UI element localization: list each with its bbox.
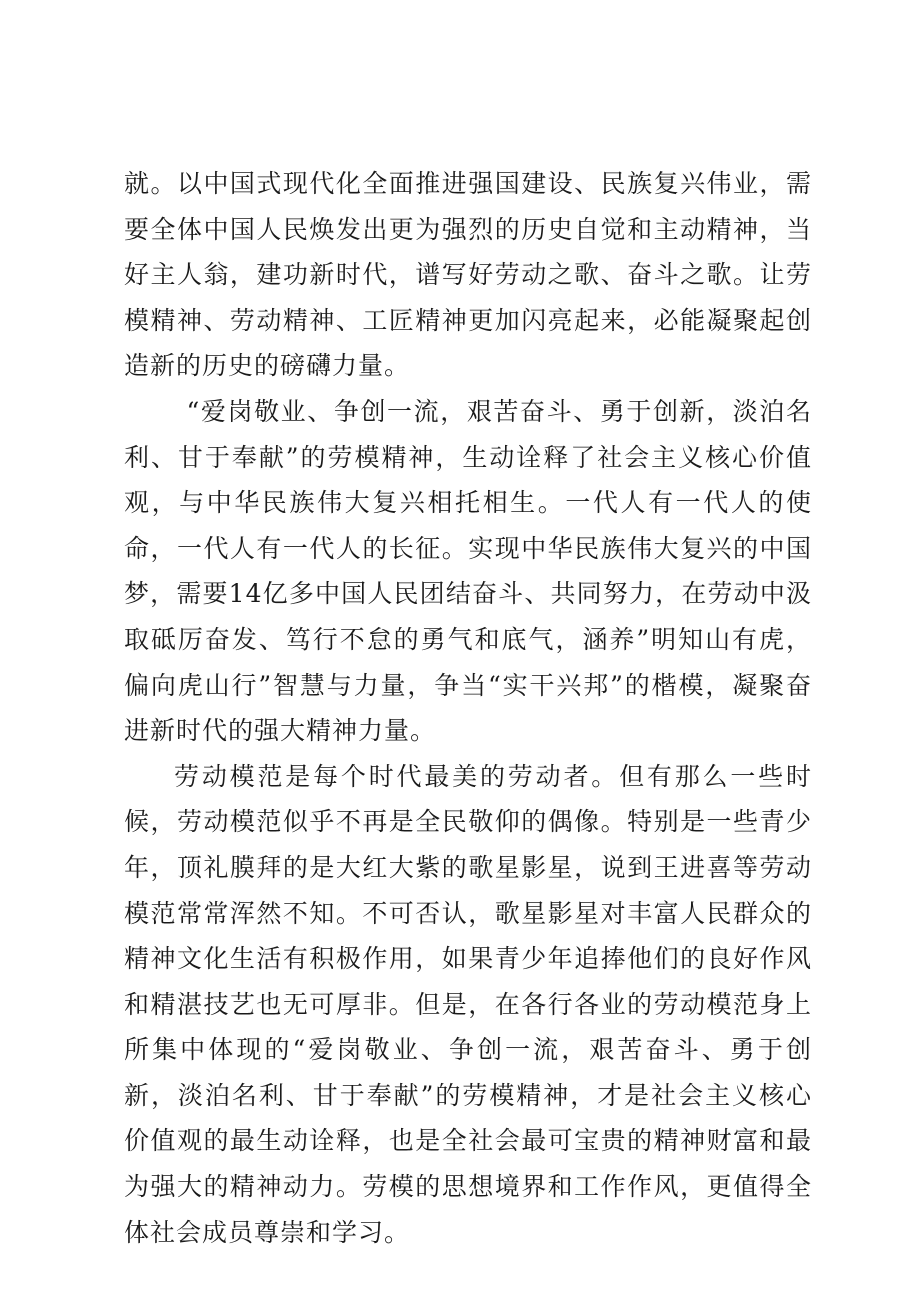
paragraph-1: 就。以中国式现代化全面推进强国建设、民族复兴伟业，需要全体中国人民焕发出更为强烈的历史自觉和主动精神，当好主人翁，建功新时代，谱写好劳动之歌、奋斗之歌。让劳模精神、劳动精神、工匠精神更加闪亮起来，必能凝聚起创造新的历史的磅礴力量。	[124, 169, 812, 381]
paragraph-3: 劳动模范是每个时代最美的劳动者。但有那么一些时候，劳动模范似乎不再是全民敬仰的偶像。特别是一些青少年，顶礼膜拜的是大红大紫的歌星影星，说到王进喜等劳动模范常常浑然不知。不可否认，歌星影星对丰富人民群众的精神文化生活有积极作用，如果青少年追捧他们的良好作风和精湛技艺也无可厚非。但是，在各行各业的劳动模范身上所集中体现的“爱岗敬业、争创一流，艰苦奋斗、勇于创新，淡泊名利、甘于奉献”的劳模精神，才是社会主义核心价值观的最生动诠释，也是全社会最可宝贵的精神财富和最为强大的精神动力。劳模的思想境界和工作作风，更值得全体社会成员尊崇和学习。	[124, 761, 812, 1247]
paragraph-2: “爱岗敬业、争创一流，艰苦奋斗、勇于创新，淡泊名利、甘于奉献”的劳模精神，生动诠释了社会主义核心价值观，与中华民族伟大复兴相托相生。一代人有一代人的使命，一代人有一代人的长征。实现中华民族伟大复兴的中国梦，需要14亿多中国人民团结奋斗、共同努力，在劳动中汲取砥厉奋发、笃行不怠的勇气和底气，涵养”明知山有虎，偏向虎山行”智慧与力量，争当“实干兴邦”的楷模，凝聚奋进新时代的强大精神力量。	[124, 396, 812, 746]
document-body	[124, 161, 812, 1255]
